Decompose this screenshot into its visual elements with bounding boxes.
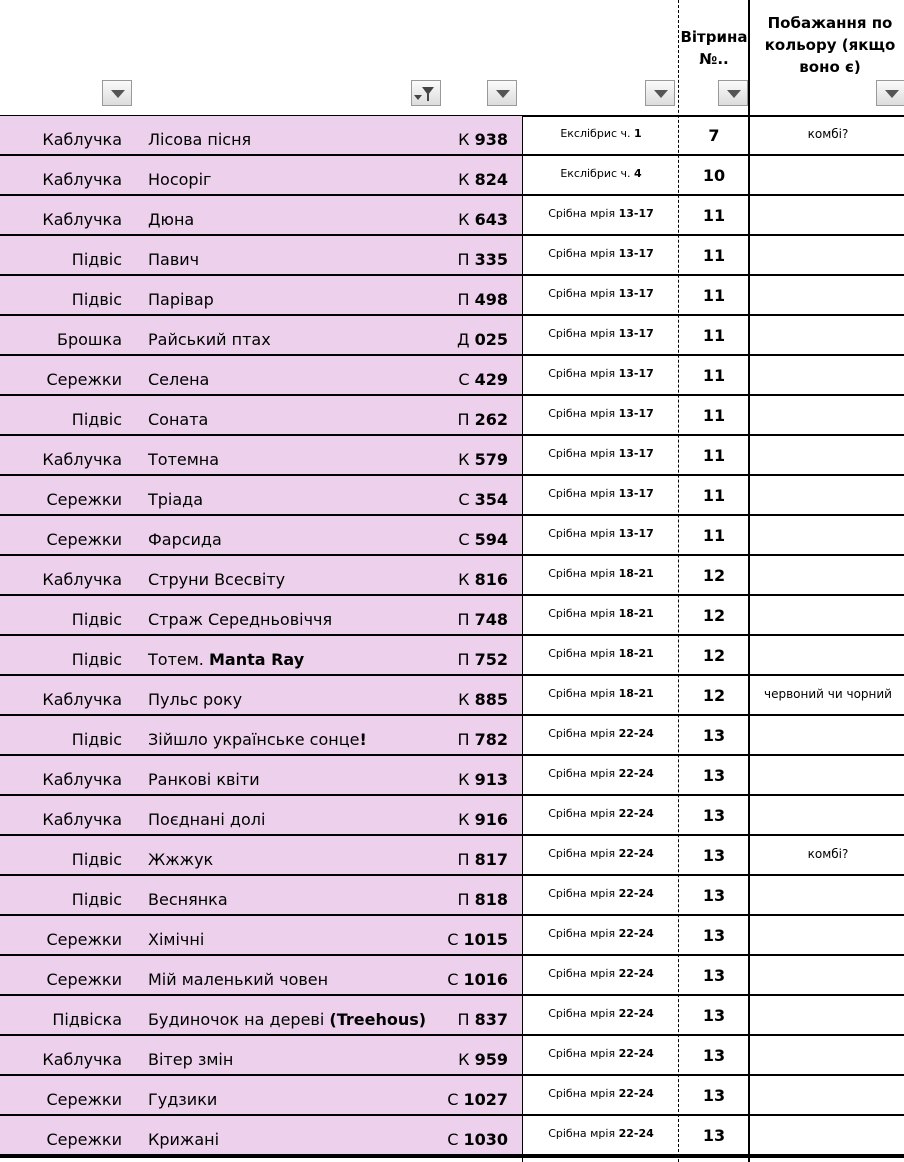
table-row[interactable] [0, 876, 904, 916]
table-row[interactable] [0, 836, 904, 876]
item-type: Підвіс [71, 730, 122, 749]
table-row[interactable] [0, 476, 904, 516]
item-name: Селена [148, 370, 210, 389]
item-set: Срібна мрія 22-24 [548, 807, 654, 820]
item-code: С 1015 [447, 930, 508, 949]
item-vitrina: 11 [702, 446, 726, 465]
item-set: Срібна мрія 22-24 [548, 727, 654, 740]
table-row[interactable] [0, 956, 904, 996]
item-set: Срібна мрія 18-21 [548, 647, 654, 660]
item-set: Срібна мрія 13-17 [548, 527, 654, 540]
item-vitrina: 11 [702, 526, 726, 545]
item-set: Срібна мрія 13-17 [548, 207, 654, 220]
item-name: Хімічні [148, 930, 205, 949]
item-name: Соната [148, 410, 209, 429]
item-vitrina: 13 [702, 766, 726, 785]
item-type: Сережки [46, 930, 122, 949]
item-name: Райський птах [148, 330, 271, 349]
item-type: Підвіс [71, 650, 122, 669]
item-code: К 916 [458, 810, 508, 829]
item-code: С 429 [458, 370, 508, 389]
item-name: Лісова пісня [148, 130, 252, 149]
table-bottom-border [0, 1154, 904, 1158]
dropdown-arrow-icon [727, 90, 741, 98]
item-set: Срібна мрія 22-24 [548, 767, 654, 780]
item-name: Тотем. Manta Ray [148, 650, 305, 669]
item-vitrina: 11 [702, 366, 726, 385]
item-vitrina: 11 [702, 246, 726, 265]
item-code: П 335 [457, 250, 508, 269]
item-code: П 817 [457, 850, 508, 869]
item-name: Пульс року [148, 690, 243, 709]
item-name: Тотемна [148, 450, 220, 469]
item-code: К 816 [458, 570, 508, 589]
table-row[interactable] [0, 756, 904, 796]
item-type: Сережки [46, 970, 122, 989]
item-set: Срібна мрія 13-17 [548, 407, 654, 420]
item-name: Поєднані долі [148, 810, 266, 829]
table-row[interactable] [0, 916, 904, 956]
item-set: Срібна мрія 22-24 [548, 1047, 654, 1060]
item-type: Каблучка [42, 170, 122, 189]
table-row[interactable] [0, 1116, 904, 1156]
item-vitrina: 10 [702, 166, 726, 185]
item-type: Підвіска [52, 1010, 122, 1029]
item-color-wish: комбі? [807, 847, 849, 861]
dropdown-arrow-icon [496, 90, 510, 98]
item-vitrina: 11 [702, 326, 726, 345]
item-set: Срібна мрія 13-17 [548, 447, 654, 460]
item-name: Парівар [148, 290, 214, 309]
item-vitrina: 13 [702, 1006, 726, 1025]
item-type: Сережки [46, 490, 122, 509]
item-type: Каблучка [42, 210, 122, 229]
table-row[interactable] [0, 996, 904, 1036]
header-row [0, 0, 904, 116]
item-vitrina: 13 [702, 886, 726, 905]
item-type: Каблучка [42, 570, 122, 589]
item-set: Срібна мрія 13-17 [548, 327, 654, 340]
grid-line [678, 0, 679, 1162]
item-code: П 748 [457, 610, 508, 629]
item-set: Срібна мрія 18-21 [548, 567, 654, 580]
item-name: Вітер змін [148, 1050, 234, 1069]
item-name: Струни Всесвіту [148, 570, 286, 589]
item-set: Срібна мрія 22-24 [548, 887, 654, 900]
item-vitrina: 13 [702, 1086, 726, 1105]
item-type: Брошка [56, 330, 122, 349]
item-set: Срібна мрія 13-17 [548, 367, 654, 380]
filter-button-set[interactable] [645, 80, 675, 106]
item-set: Срібна мрія 13-17 [548, 247, 654, 260]
item-type: Підвіс [71, 890, 122, 909]
item-name: Павич [148, 250, 200, 269]
item-vitrina: 12 [702, 646, 726, 665]
item-name: Зійшло українське сонце! [148, 730, 367, 749]
dropdown-arrow-icon [654, 90, 668, 98]
item-set: Срібна мрія 13-17 [548, 487, 654, 500]
item-type: Каблучка [42, 690, 122, 709]
filter-button-type[interactable] [102, 80, 132, 106]
item-type: Підвіс [71, 290, 122, 309]
item-type: Підвіс [71, 250, 122, 269]
table-row[interactable] [0, 436, 904, 476]
item-vitrina: 11 [702, 286, 726, 305]
item-code: Д 025 [457, 330, 508, 349]
item-code: К 959 [458, 1050, 508, 1069]
filter-button-name-active[interactable] [411, 80, 441, 106]
item-code: П 837 [457, 1010, 508, 1029]
item-set: Екслібрис ч. 1 [560, 127, 642, 140]
item-vitrina: 11 [702, 486, 726, 505]
item-color-wish: комбі? [807, 127, 849, 141]
table-row[interactable] [0, 396, 904, 436]
item-vitrina: 13 [702, 1126, 726, 1145]
item-vitrina: 13 [702, 1046, 726, 1065]
table-row[interactable] [0, 516, 904, 556]
filter-button-wish[interactable] [876, 80, 904, 106]
item-set: Срібна мрія 22-24 [548, 1007, 654, 1020]
item-name: Ранкові квіти [148, 770, 260, 789]
grid-line [522, 116, 523, 1162]
item-name: Гудзики [148, 1090, 218, 1109]
item-name: Тріада [148, 490, 204, 509]
table-row[interactable] [0, 116, 904, 156]
item-set: Срібна мрія 18-21 [548, 687, 654, 700]
item-set: Срібна мрія 22-24 [548, 847, 654, 860]
item-set: Срібна мрія 22-24 [548, 1127, 654, 1140]
filter-button-vitrina[interactable] [718, 80, 748, 106]
item-code: П 752 [457, 650, 508, 669]
item-type: Каблучка [42, 450, 122, 469]
item-set: Срібна мрія 22-24 [548, 967, 654, 980]
table-row[interactable] [0, 1076, 904, 1116]
table-row[interactable] [0, 596, 904, 636]
item-name: Веснянка [148, 890, 228, 909]
item-name: Крижані [148, 1130, 220, 1149]
grid-line [748, 0, 750, 1162]
item-code: П 262 [457, 410, 508, 429]
item-type: Підвіс [71, 610, 122, 629]
item-name: Мій маленький човен [148, 970, 329, 989]
item-vitrina: 12 [702, 606, 726, 625]
item-type: Каблучка [42, 1050, 122, 1069]
item-name: Дюна [148, 210, 195, 229]
item-vitrina: 12 [702, 686, 726, 705]
table-row[interactable] [0, 796, 904, 836]
header-wish: Побажання по кольору (якщо воно є) [764, 14, 896, 76]
item-code: П 782 [457, 730, 508, 749]
item-type: Каблучка [42, 810, 122, 829]
table-row[interactable] [0, 316, 904, 356]
item-code: П 498 [457, 290, 508, 309]
item-type: Сережки [46, 1090, 122, 1109]
item-set: Срібна мрія 18-21 [548, 607, 654, 620]
item-code: К 824 [458, 170, 508, 189]
item-type: Підвіс [71, 410, 122, 429]
item-code: С 1027 [447, 1090, 508, 1109]
item-code: С 354 [458, 490, 508, 509]
item-set: Екслібрис ч. 4 [560, 167, 642, 180]
table-row[interactable] [0, 556, 904, 596]
item-type: Сережки [46, 530, 122, 549]
table-row[interactable] [0, 156, 904, 196]
table-row[interactable] [0, 276, 904, 316]
item-vitrina: 11 [702, 206, 726, 225]
item-code: С 594 [458, 530, 508, 549]
dropdown-arrow-icon [885, 90, 899, 98]
table-row[interactable] [0, 1036, 904, 1076]
item-type: Каблучка [42, 770, 122, 789]
filter-button-code[interactable] [487, 80, 517, 106]
item-set: Срібна мрія 22-24 [548, 927, 654, 940]
table-row[interactable] [0, 716, 904, 756]
header-vitrina: Вітрина №.. [680, 28, 748, 68]
item-type: Каблучка [42, 130, 122, 149]
item-vitrina: 13 [702, 966, 726, 985]
item-code: К 913 [458, 770, 508, 789]
item-vitrina: 13 [702, 726, 726, 745]
item-code: С 1016 [447, 970, 508, 989]
item-code: К 643 [458, 210, 508, 229]
item-name: Жжжук [148, 850, 214, 869]
item-set: Срібна мрія 13-17 [548, 287, 654, 300]
item-vitrina: 12 [702, 566, 726, 585]
item-vitrina: 7 [708, 126, 720, 145]
table-row[interactable] [0, 356, 904, 396]
item-code: П 818 [457, 890, 508, 909]
dropdown-arrow-icon [414, 95, 422, 100]
item-vitrina: 11 [702, 406, 726, 425]
item-vitrina: 13 [702, 806, 726, 825]
dropdown-arrow-icon [111, 90, 125, 98]
item-type: Сережки [46, 1130, 122, 1149]
table-row[interactable] [0, 236, 904, 276]
item-name: Будиночок на дереві (Treehous) [148, 1010, 427, 1029]
item-name: Фарсида [148, 530, 222, 549]
item-code: К 579 [458, 450, 508, 469]
item-type: Підвіс [71, 850, 122, 869]
item-color-wish: червоний чи чорний [764, 687, 892, 701]
table-row[interactable] [0, 636, 904, 676]
item-type: Сережки [46, 370, 122, 389]
item-set: Срібна мрія 22-24 [548, 1087, 654, 1100]
item-vitrina: 13 [702, 926, 726, 945]
item-code: С 1030 [447, 1130, 508, 1149]
item-code: К 885 [458, 690, 508, 709]
item-name: Страж Середньовіччя [148, 610, 333, 629]
table-row[interactable] [0, 676, 904, 716]
item-code: К 938 [458, 130, 508, 149]
table-row[interactable] [0, 196, 904, 236]
item-vitrina: 13 [702, 846, 726, 865]
item-name: Носоріг [148, 170, 212, 189]
